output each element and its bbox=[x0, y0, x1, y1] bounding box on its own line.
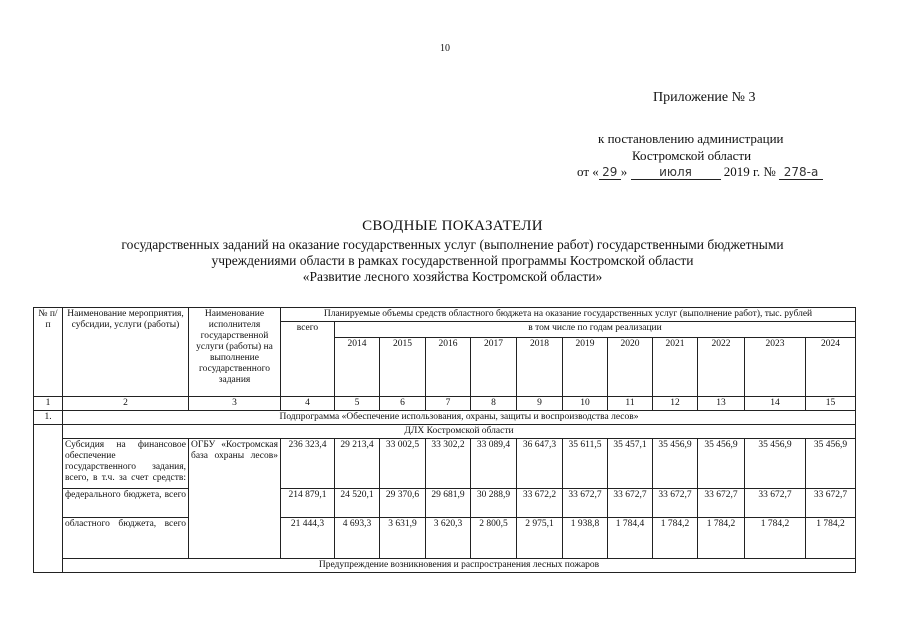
row-value: 21 444,3 bbox=[281, 518, 335, 559]
row-value: 29 681,9 bbox=[426, 489, 471, 518]
row-value: 33 089,4 bbox=[471, 439, 517, 489]
date-mid: » bbox=[620, 164, 628, 179]
row-value: 35 611,5 bbox=[563, 439, 608, 489]
col-number: 14 bbox=[745, 397, 806, 411]
col-number: 4 bbox=[281, 397, 335, 411]
year-header: 2023 bbox=[745, 338, 806, 397]
row-value: 1 784,4 bbox=[608, 518, 653, 559]
row-value: 3 620,3 bbox=[426, 518, 471, 559]
year-header: 2022 bbox=[698, 338, 745, 397]
table-row bbox=[34, 489, 856, 518]
row-value: 29 213,4 bbox=[335, 439, 380, 489]
row-value: 33 672,7 bbox=[653, 489, 698, 518]
subprogram-title: Подпрограмма «Обеспечение использования, охраны, защиты и воспроизводства лесов» bbox=[63, 411, 856, 425]
row-label: федерального бюджета, всего bbox=[63, 489, 189, 518]
row-value: 33 672,7 bbox=[563, 489, 608, 518]
department-title: ДЛХ Костромской области bbox=[63, 425, 856, 439]
row-label: областного бюджета, всего bbox=[63, 518, 189, 559]
row-value: 35 456,9 bbox=[653, 439, 698, 489]
department-row bbox=[34, 425, 856, 439]
header-executor: Наименование исполнителя государственной услуги (работы) на выполнение государственного задания bbox=[189, 308, 281, 397]
date-prefix: от « bbox=[577, 164, 599, 179]
decree-year: 2019 г. № bbox=[723, 164, 776, 179]
header-num: № п/п bbox=[34, 308, 63, 397]
header-planned: Планируемые объемы средств областного бюджета на оказание государственных услуг (выполнение работ), тыс. рублей bbox=[281, 308, 856, 322]
executor-cell: ОГБУ «Костромская база охраны лесов» bbox=[189, 439, 281, 559]
col-number: 2 bbox=[63, 397, 189, 411]
year-header: 2019 bbox=[563, 338, 608, 397]
year-header: 2024 bbox=[806, 338, 856, 397]
col-number: 9 bbox=[517, 397, 563, 411]
decree-number: 278-а bbox=[779, 165, 823, 180]
decree-date-line bbox=[577, 164, 823, 180]
appendix-label: Приложение № 3 bbox=[653, 90, 756, 105]
subprogram-row bbox=[34, 411, 856, 425]
year-header: 2017 bbox=[471, 338, 517, 397]
year-header: 2021 bbox=[653, 338, 698, 397]
row-value: 35 456,9 bbox=[806, 439, 856, 489]
year-header: 2018 bbox=[517, 338, 563, 397]
row-value: 4 693,3 bbox=[335, 518, 380, 559]
page-number: 10 bbox=[440, 43, 450, 54]
row-value: 1 784,2 bbox=[653, 518, 698, 559]
subtitle-line-2: учреждениями области в рамках государственной программы Костромской области bbox=[211, 253, 694, 268]
row-value: 33 672,7 bbox=[608, 489, 653, 518]
col-number: 5 bbox=[335, 397, 380, 411]
col-number: 11 bbox=[608, 397, 653, 411]
row-value: 30 288,9 bbox=[471, 489, 517, 518]
row-label: Субсидия на финансовое обеспечение государственного задания, всего, в т.ч. за счет средств: bbox=[63, 439, 189, 489]
row-value: 33 672,7 bbox=[745, 489, 806, 518]
year-header: 2015 bbox=[380, 338, 426, 397]
col-number: 7 bbox=[426, 397, 471, 411]
row-value: 1 784,2 bbox=[745, 518, 806, 559]
year-header: 2020 bbox=[608, 338, 653, 397]
decree-line-1: к постановлению администрации bbox=[598, 131, 784, 146]
column-number-row bbox=[34, 397, 856, 411]
row-value: 33 302,2 bbox=[426, 439, 471, 489]
col-number: 1 bbox=[34, 397, 63, 411]
row-value: 2 800,5 bbox=[471, 518, 517, 559]
col-number: 13 bbox=[698, 397, 745, 411]
row-value: 214 879,1 bbox=[281, 489, 335, 518]
document-title: СВОДНЫЕ ПОКАЗАТЕЛИ bbox=[362, 218, 543, 234]
row-value: 35 457,1 bbox=[608, 439, 653, 489]
row-value: 33 672,7 bbox=[806, 489, 856, 518]
empty-num-cell bbox=[34, 425, 63, 573]
table-row bbox=[34, 439, 856, 489]
row-value: 1 784,2 bbox=[806, 518, 856, 559]
subtitle-line-1: государственных заданий на оказание государственных услуг (выполнение работ) государственными бюджетными bbox=[121, 237, 784, 252]
decree-month: июля bbox=[631, 165, 721, 180]
row-value: 35 456,9 bbox=[698, 439, 745, 489]
row-value: 33 672,7 bbox=[698, 489, 745, 518]
col-number: 8 bbox=[471, 397, 517, 411]
decree-day: 29 bbox=[599, 165, 621, 180]
budget-table bbox=[33, 307, 856, 573]
decree-line-2: Костромской области bbox=[632, 148, 752, 163]
year-header: 2016 bbox=[426, 338, 471, 397]
row-value: 3 631,9 bbox=[380, 518, 426, 559]
section-title: Предупреждение возникновения и распространения лесных пожаров bbox=[63, 559, 856, 573]
row-value: 236 323,4 bbox=[281, 439, 335, 489]
subtitle-line-3: «Развитие лесного хозяйства Костромской области» bbox=[302, 269, 603, 284]
row-value: 33 002,5 bbox=[380, 439, 426, 489]
col-number: 3 bbox=[189, 397, 281, 411]
row-value: 35 456,9 bbox=[745, 439, 806, 489]
row-value: 2 975,1 bbox=[517, 518, 563, 559]
col-number: 6 bbox=[380, 397, 426, 411]
col-number: 10 bbox=[563, 397, 608, 411]
subprogram-number: 1. bbox=[34, 411, 63, 425]
year-header: 2014 bbox=[335, 338, 380, 397]
row-value: 24 520,1 bbox=[335, 489, 380, 518]
table-row bbox=[34, 518, 856, 559]
row-value: 1 784,2 bbox=[698, 518, 745, 559]
header-activity: Наименование мероприятия, субсидии, услуги (работы) bbox=[63, 308, 189, 397]
col-number: 12 bbox=[653, 397, 698, 411]
document-subtitle bbox=[0, 237, 905, 285]
row-value: 36 647,3 bbox=[517, 439, 563, 489]
row-value: 29 370,6 bbox=[380, 489, 426, 518]
header-total: всего bbox=[281, 322, 335, 397]
header-by-years: в том числе по годам реализации bbox=[335, 322, 856, 338]
row-value: 1 938,8 bbox=[563, 518, 608, 559]
col-number: 15 bbox=[806, 397, 856, 411]
section-row bbox=[34, 559, 856, 573]
row-value: 33 672,2 bbox=[517, 489, 563, 518]
